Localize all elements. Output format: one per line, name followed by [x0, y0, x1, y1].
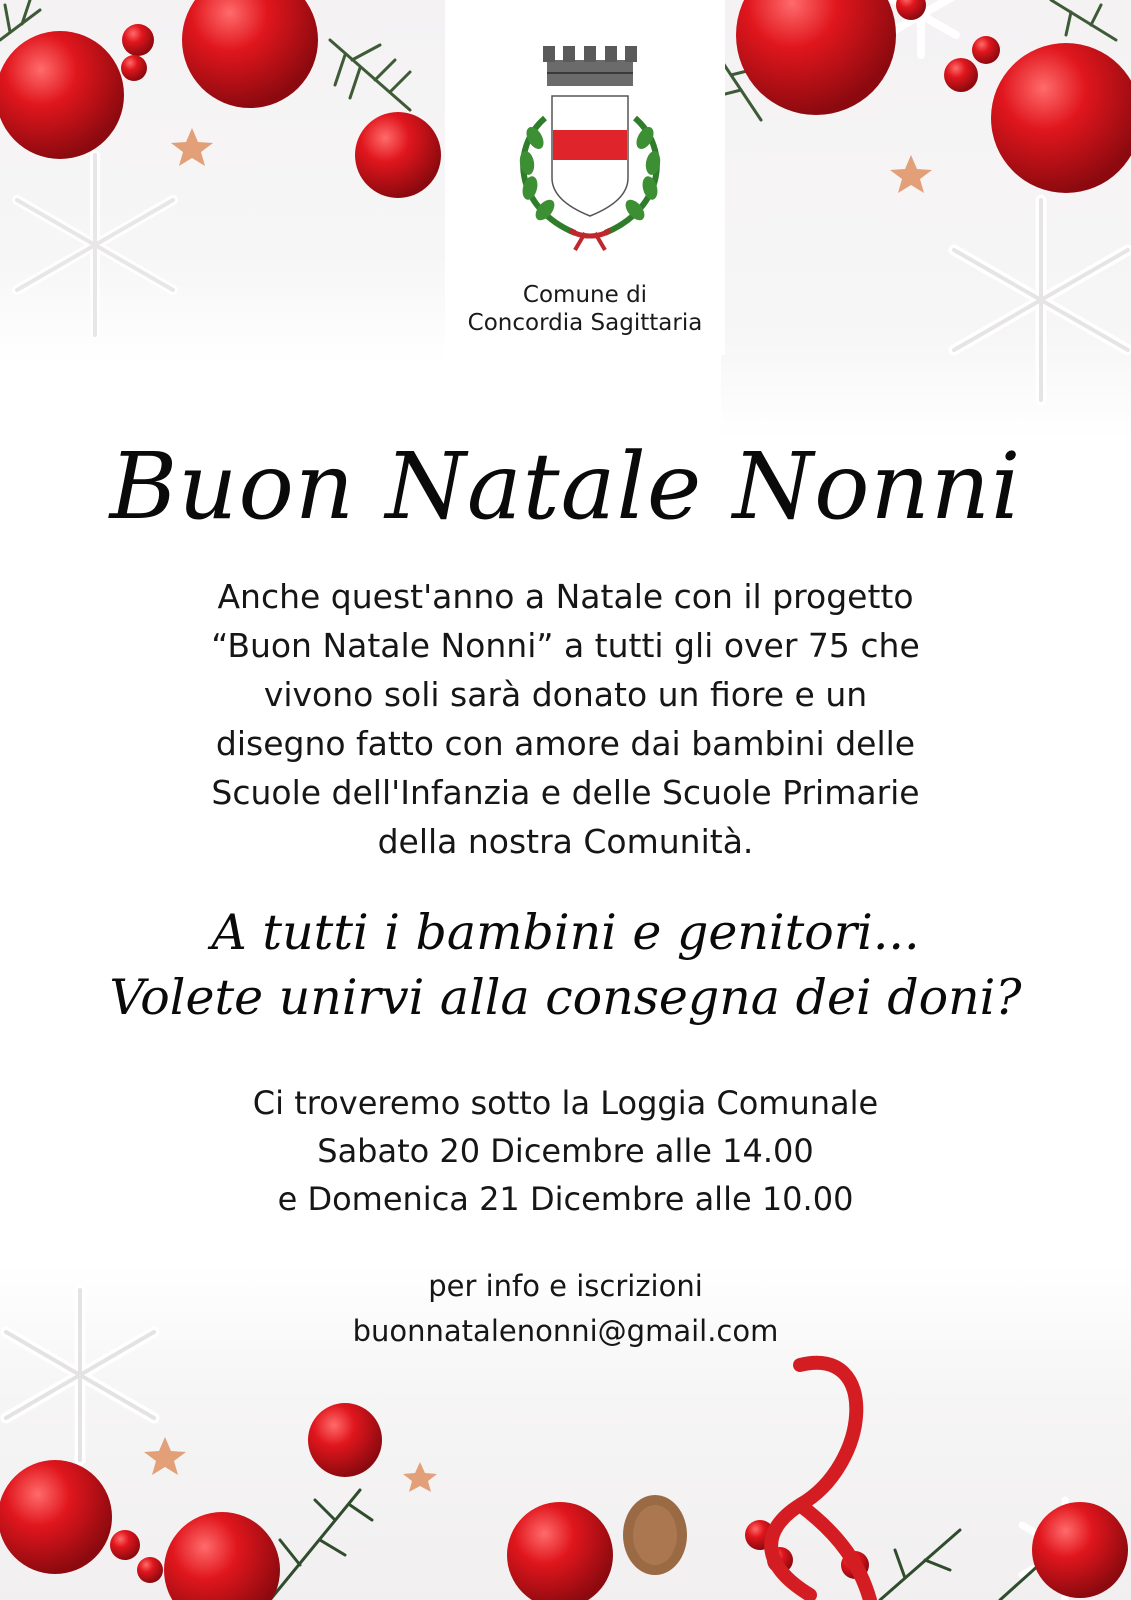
- intro-line: vivono soli sarà donato un fiore e un: [263, 675, 868, 714]
- contact-info: [0, 1264, 1131, 1354]
- appeal-line: A tutti i bambini e genitori...: [211, 904, 920, 961]
- contact-email-link[interactable]: buonnatalenonni@gmail.com: [352, 1314, 779, 1348]
- christmas-ornament-icon: [944, 58, 978, 92]
- municipality-line-2: Concordia Sagittaria: [467, 310, 703, 336]
- christmas-ornament-icon: [0, 31, 124, 159]
- pinecone-icon: [633, 1505, 677, 1565]
- municipality-name: [445, 281, 725, 337]
- snowflake-icon: [17, 155, 173, 335]
- star-icon: [171, 128, 213, 166]
- star-icon: [403, 1462, 437, 1492]
- coat-of-arms-icon: [505, 38, 675, 253]
- municipality-line-1: Comune di: [522, 282, 648, 308]
- snowflake-icon: [954, 200, 1128, 400]
- christmas-ornament-icon: [110, 1530, 140, 1560]
- christmas-ornament-icon: [0, 1460, 112, 1574]
- intro-line: della nostra Comunità.: [377, 822, 754, 861]
- christmas-ornament-icon: [355, 112, 441, 198]
- intro-line: disegno fatto con amore dai bambini delle: [215, 724, 916, 763]
- invitation-appeal: [0, 900, 1131, 1030]
- appeal-line: Volete unirvi alla consegna dei doni?: [109, 969, 1022, 1026]
- meeting-date-sunday: e Domenica 21 Dicembre alle 10.00: [277, 1180, 854, 1218]
- intro-line: Scuole dell'Infanzia e delle Scuole Primarie: [211, 773, 920, 812]
- intro-line: Anche quest'anno a Natale con il progetto: [217, 577, 914, 616]
- christmas-ornament-icon: [1032, 1502, 1128, 1598]
- christmas-ornament-icon: [121, 55, 147, 81]
- christmas-ornament-icon: [308, 1403, 382, 1477]
- christmas-ornament-icon: [507, 1502, 613, 1600]
- flyer-title: Buon Natale Nonni: [109, 433, 1022, 540]
- star-icon: [144, 1437, 186, 1475]
- contact-label: per info e iscrizioni: [428, 1269, 703, 1303]
- christmas-ornament-icon: [137, 1557, 163, 1583]
- intro-paragraph: [140, 572, 991, 866]
- intro-line: “Buon Natale Nonni” a tutti gli over 75 che: [211, 626, 920, 665]
- christmas-ornament-icon: [736, 0, 896, 115]
- christmas-ornament-icon: [972, 36, 1000, 64]
- star-icon: [890, 155, 932, 193]
- christmas-ornament-icon: [991, 43, 1131, 193]
- christmas-ornament-icon: [164, 1512, 280, 1600]
- top-left-decoration: [0, 0, 445, 365]
- top-right-decoration: [721, 0, 1131, 440]
- christmas-ornament-icon: [122, 24, 154, 56]
- meeting-date-saturday: Sabato 20 Dicembre alle 14.00: [317, 1132, 814, 1170]
- municipality-emblem-panel: [445, 0, 725, 355]
- meeting-details: [0, 1079, 1131, 1223]
- christmas-ornament-icon: [182, 0, 318, 108]
- meeting-location: Ci troveremo sotto la Loggia Comunale: [252, 1084, 879, 1122]
